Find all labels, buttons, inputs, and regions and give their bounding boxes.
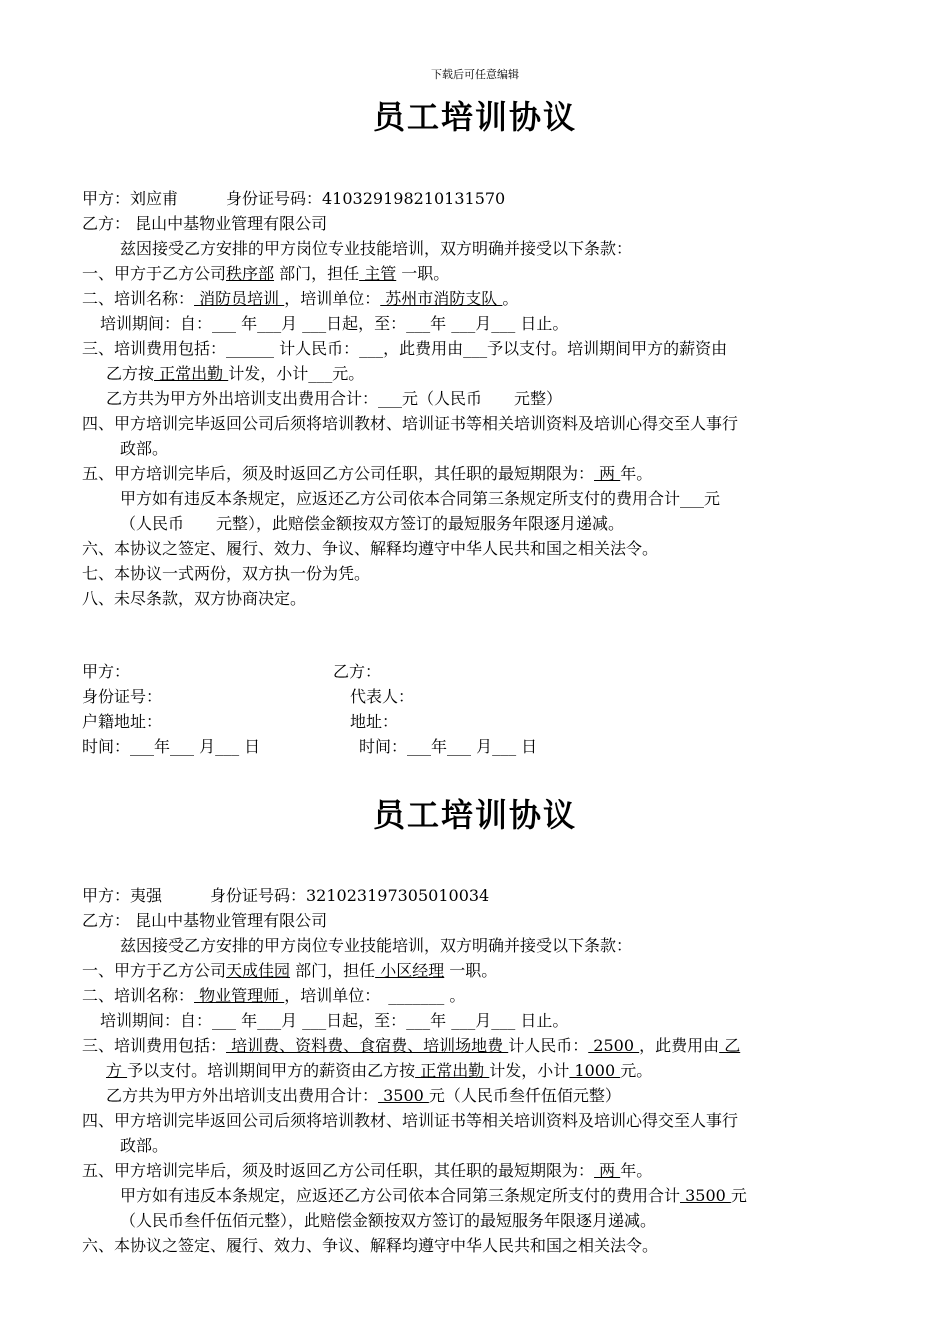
sig-time-b: 时间：___年___ 月___ 日 [359, 737, 538, 756]
doc1-clause-3-line1: 三、培训费用包括：______ 计人民币：___，此费用由___予以支付。培训期间甲方的薪资由 [82, 339, 728, 358]
sig-addr-b-label: 地址： [350, 712, 399, 731]
clause-text: 元。 [620, 1061, 653, 1080]
sig-addr-label: 户籍地址： [82, 712, 163, 731]
filled-course: 消防员培训 [194, 289, 285, 308]
blank-unit: _______ [372, 986, 445, 1005]
doc1-clause-5-line2: 甲方如有违反本条规定，应返还乙方公司依本合同第三条规定所支付的费用合计___元 [120, 489, 721, 508]
sig-time-a: 时间：___年___ 月___ 日 [82, 737, 261, 756]
doc1-clause-5-line3: （人民币 元整），此赔偿金额按双方签订的最短服务年限逐月递减。 [120, 514, 625, 533]
clause-text: 甲方如有违反本条规定，应返还乙方公司依本合同第三条规定所支付的费用合计 [120, 1186, 681, 1205]
clause-text: 年。 [620, 1161, 653, 1180]
clause-text: 。 [502, 289, 519, 308]
doc1-clause-3-line2 [106, 362, 364, 386]
filled-term: 两 [594, 464, 621, 483]
doc1-period: 培训期间：自：___ 年___月 ___日起，至：___年 ___月___ 日止。 [100, 314, 569, 333]
doc2-period: 培训期间：自：___ 年___月 ___日起，至：___年 ___月___ 日止。 [100, 1011, 569, 1030]
filled-post: 主管 [359, 264, 397, 283]
doc1-title: 员工培训协议 [372, 98, 577, 136]
doc1-party-a: 甲方：刘应甫 身份证号码：410329198210131570 [82, 189, 506, 208]
clause-text: 元（人民币叁仟伍佰元整） [428, 1086, 621, 1105]
clause-text: 计发，小计___元。 [228, 364, 365, 383]
doc2-clause-5-line2 [120, 1184, 747, 1208]
filled-dept: 秩序部 [226, 264, 275, 283]
clause-text: 乙方共为甲方外出培训支出费用合计： [106, 1086, 379, 1105]
filled-term: 两 [594, 1161, 621, 1180]
clause-text: 年。 [620, 464, 653, 483]
clause-text: 计发，小计 [489, 1061, 570, 1080]
doc2-clause-3-line2 [106, 1059, 652, 1083]
filled-dept: 天成佳园 [226, 961, 291, 980]
doc2-party-a: 甲方：夷强 身份证号码：321023197305010034 [82, 886, 490, 905]
clause-text: 三、培训费用包括： [82, 1036, 227, 1055]
clause-text: 乙方按 [106, 364, 155, 383]
doc2-clause-4-line1: 四、甲方培训完毕返回公司后须将培训教材、培训证书等相关培训资料及培训心得交至人事行 [82, 1111, 739, 1130]
clause-text: ，培训单位： [284, 289, 381, 308]
clause-text: 部门，担任 [274, 264, 360, 283]
clause-text: 二、培训名称： [82, 986, 195, 1005]
doc1-clause-4-line2: 政部。 [120, 439, 169, 458]
clause-text: 一、甲方于乙方公司 [82, 264, 227, 283]
doc1-intro: 兹因接受乙方安排的甲方岗位专业技能培训，双方明确并接受以下条款： [120, 239, 633, 258]
doc2-clause-6: 六、本协议之签定、履行、效力、争议、解释均遵守中华人民共和国之相关法令。 [82, 1236, 659, 1255]
doc1-clause-5 [82, 462, 652, 486]
doc1-clause-3-total: 乙方共为甲方外出培训支出费用合计：___元（人民币 元整） [106, 389, 563, 408]
clause-text: 予以支付。培训期间甲方的薪资由乙方按 [127, 1061, 416, 1080]
doc1-clause-7: 七、本协议一式两份，双方执一份为凭。 [82, 564, 371, 583]
doc2-intro: 兹因接受乙方安排的甲方岗位专业技能培训，双方明确并接受以下条款： [120, 936, 633, 955]
clause-text: 一职。 [396, 264, 450, 283]
filled-unit: 苏州市消防支队 [380, 289, 503, 308]
doc1-clause-8: 八、未尽条款，双方协商决定。 [82, 589, 307, 608]
clause-text: 五、甲方培训完毕后，须及时返回乙方公司任职，其任职的最短期限为： [82, 464, 595, 483]
sig-rep-label: 代表人： [350, 687, 415, 706]
filled-payer: 乙 [719, 1036, 741, 1055]
doc2-clause-4-line2: 政部。 [120, 1136, 169, 1155]
doc2-party-b: 乙方： 昆山中基物业管理有限公司 [82, 911, 328, 930]
doc1-clause-1 [82, 262, 449, 286]
sig-id-label: 身份证号： [82, 687, 163, 706]
filled-amount: 2500 [588, 1036, 640, 1055]
clause-text: 五、甲方培训完毕后，须及时返回乙方公司任职，其任职的最短期限为： [82, 1161, 595, 1180]
sig-party-a-label: 甲方： [82, 662, 131, 681]
doc2-clause-3-line1 [82, 1034, 740, 1058]
doc2-clause-1 [82, 959, 497, 983]
clause-text: ，此费用由 [639, 1036, 720, 1055]
filled-pay-basis: 正常出勤 [154, 364, 229, 383]
doc1-clause-2 [82, 287, 518, 311]
doc2-clause-2 [82, 984, 465, 1008]
doc1-party-b: 乙方： 昆山中基物业管理有限公司 [82, 214, 328, 233]
clause-text: 二、培训名称： [82, 289, 195, 308]
filled-payer-cont: 方 [106, 1061, 128, 1080]
clause-text: ，培训单位： [284, 986, 373, 1005]
filled-course: 物业管理师 [194, 986, 285, 1005]
filled-subtotal: 1000 [569, 1061, 621, 1080]
clause-text: 部门，担任 [290, 961, 376, 980]
doc2-clause-3-total [106, 1084, 621, 1108]
filled-post: 小区经理 [375, 961, 445, 980]
doc1-clause-4-line1: 四、甲方培训完毕返回公司后须将培训教材、培训证书等相关培训资料及培训心得交至人事行 [82, 414, 739, 433]
clause-text: 计人民币： [508, 1036, 589, 1055]
doc2-title: 员工培训协议 [372, 796, 577, 834]
doc1-clause-6: 六、本协议之签定、履行、效力、争议、解释均遵守中华人民共和国之相关法令。 [82, 539, 659, 558]
clause-text: 。 [444, 986, 466, 1005]
clause-text: 一、甲方于乙方公司 [82, 961, 227, 980]
filled-refund: 3500 [680, 1186, 731, 1205]
doc2-clause-5 [82, 1159, 652, 1183]
header-note: 下载后可任意编辑 [431, 68, 519, 81]
filled-pay-basis: 正常出勤 [415, 1061, 490, 1080]
filled-fee-items: 培训费、资料费、食宿费、培训场地费 [226, 1036, 509, 1055]
doc2-clause-5-line3: （人民币叁仟伍佰元整），此赔偿金额按双方签订的最短服务年限逐月递减。 [120, 1211, 657, 1230]
filled-total: 3500 [378, 1086, 429, 1105]
sig-party-b-label: 乙方： [333, 662, 382, 681]
clause-text: 元 [730, 1186, 747, 1205]
clause-text: 一职。 [444, 961, 498, 980]
